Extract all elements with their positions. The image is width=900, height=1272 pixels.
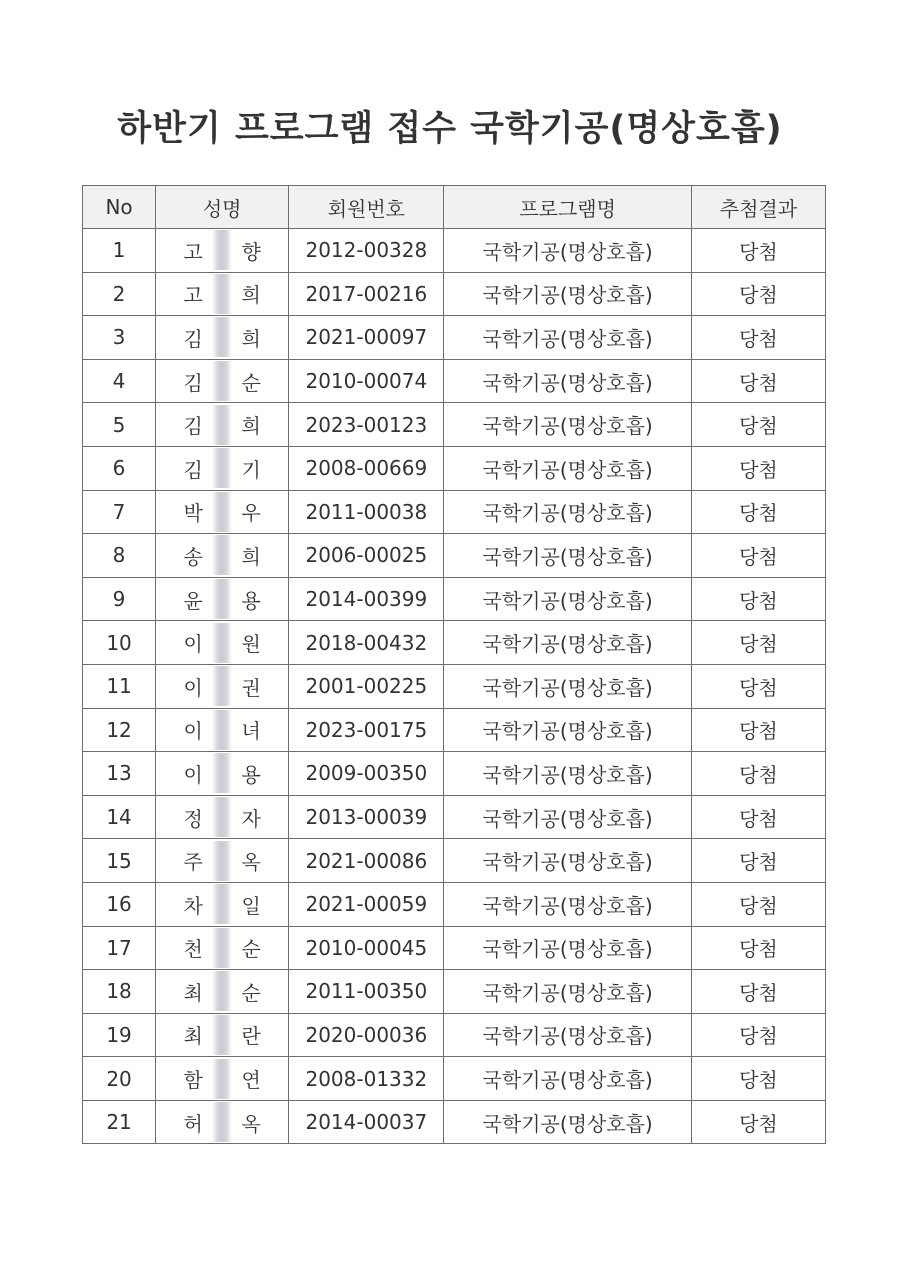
header-no: No bbox=[83, 186, 156, 229]
member-name-first-char: 정 bbox=[183, 806, 203, 831]
lottery-result: 당첨 bbox=[691, 446, 825, 490]
table-row bbox=[83, 534, 826, 578]
row-number: 1 bbox=[83, 229, 156, 273]
member-name-last-char: 희 bbox=[241, 414, 261, 439]
member-number: 2014-00037 bbox=[289, 1100, 444, 1144]
member-name-last-char: 란 bbox=[241, 1024, 261, 1049]
member-name bbox=[156, 1013, 289, 1057]
member-number: 2021-00097 bbox=[289, 316, 444, 360]
member-name-first-char: 김 bbox=[183, 457, 203, 482]
member-name-wrap bbox=[178, 623, 266, 663]
row-number: 18 bbox=[83, 970, 156, 1014]
member-name bbox=[156, 1100, 289, 1144]
member-name-last-char: 순 bbox=[241, 937, 261, 962]
row-number: 9 bbox=[83, 577, 156, 621]
member-number: 2009-00350 bbox=[289, 752, 444, 796]
row-number: 2 bbox=[83, 272, 156, 316]
row-number: 3 bbox=[83, 316, 156, 360]
row-number: 8 bbox=[83, 534, 156, 578]
member-number: 2010-00074 bbox=[289, 359, 444, 403]
header-member-number: 회원번호 bbox=[289, 186, 444, 229]
row-number: 11 bbox=[83, 664, 156, 708]
member-number: 2006-00025 bbox=[289, 534, 444, 578]
member-name-wrap bbox=[178, 230, 266, 270]
lottery-result: 당첨 bbox=[691, 664, 825, 708]
row-number: 20 bbox=[83, 1057, 156, 1101]
member-name-first-char: 주 bbox=[183, 850, 203, 875]
program-name: 국학기공(명상호흡) bbox=[444, 229, 691, 273]
member-name bbox=[156, 839, 289, 883]
row-number: 6 bbox=[83, 446, 156, 490]
page-title: 하반기 프로그램 접수 국학기공(명상호흡) bbox=[117, 109, 783, 150]
row-number: 13 bbox=[83, 752, 156, 796]
table-row bbox=[83, 272, 826, 316]
table-row bbox=[83, 621, 826, 665]
member-name-wrap bbox=[178, 1102, 266, 1142]
member-name bbox=[156, 621, 289, 665]
member-name-last-char: 자 bbox=[241, 806, 261, 831]
row-number: 10 bbox=[83, 621, 156, 665]
member-name-first-char: 고 bbox=[183, 283, 203, 308]
lottery-result: 당첨 bbox=[691, 490, 825, 534]
program-name: 국학기공(명상호흡) bbox=[444, 752, 691, 796]
lottery-result: 당첨 bbox=[691, 403, 825, 447]
name-privacy-mask bbox=[212, 1102, 232, 1142]
member-number: 2008-01332 bbox=[289, 1057, 444, 1101]
member-name-first-char: 박 bbox=[183, 501, 203, 526]
lottery-result: 당첨 bbox=[691, 1057, 825, 1101]
member-name bbox=[156, 970, 289, 1014]
member-number: 2017-00216 bbox=[289, 272, 444, 316]
member-name-wrap bbox=[178, 666, 266, 706]
member-name-wrap bbox=[178, 753, 266, 793]
lottery-result: 당첨 bbox=[691, 229, 825, 273]
member-name bbox=[156, 359, 289, 403]
table-row bbox=[83, 1057, 826, 1101]
table-row bbox=[83, 490, 826, 534]
program-name: 국학기공(명상호흡) bbox=[444, 708, 691, 752]
member-name bbox=[156, 1057, 289, 1101]
member-name-wrap bbox=[178, 579, 266, 619]
lottery-result: 당첨 bbox=[691, 621, 825, 665]
name-privacy-mask bbox=[212, 448, 232, 488]
lottery-result: 당첨 bbox=[691, 272, 825, 316]
member-number: 2014-00399 bbox=[289, 577, 444, 621]
lottery-result: 당첨 bbox=[691, 752, 825, 796]
header-program-name: 프로그램명 bbox=[444, 186, 691, 229]
member-name-first-char: 김 bbox=[183, 414, 203, 439]
program-name: 국학기공(명상호흡) bbox=[444, 403, 691, 447]
member-name-first-char: 이 bbox=[183, 762, 203, 787]
row-number: 14 bbox=[83, 795, 156, 839]
lottery-result: 당첨 bbox=[691, 577, 825, 621]
name-privacy-mask bbox=[212, 928, 232, 968]
table-row bbox=[83, 664, 826, 708]
member-name-wrap bbox=[178, 317, 266, 357]
member-name bbox=[156, 577, 289, 621]
member-number: 2021-00059 bbox=[289, 882, 444, 926]
member-number: 2010-00045 bbox=[289, 926, 444, 970]
program-name: 국학기공(명상호흡) bbox=[444, 316, 691, 360]
table-row bbox=[83, 446, 826, 490]
member-name-last-char: 원 bbox=[241, 632, 261, 657]
table-row bbox=[83, 577, 826, 621]
name-privacy-mask bbox=[212, 710, 232, 750]
program-name: 국학기공(명상호흡) bbox=[444, 534, 691, 578]
member-number: 2023-00123 bbox=[289, 403, 444, 447]
lottery-result: 당첨 bbox=[691, 882, 825, 926]
member-name-last-char: 희 bbox=[241, 544, 261, 569]
name-privacy-mask bbox=[212, 1059, 232, 1099]
name-privacy-mask bbox=[212, 274, 232, 314]
member-name bbox=[156, 926, 289, 970]
member-number: 2023-00175 bbox=[289, 708, 444, 752]
table-body bbox=[83, 229, 826, 1144]
row-number: 12 bbox=[83, 708, 156, 752]
row-number: 15 bbox=[83, 839, 156, 883]
table-row bbox=[83, 970, 826, 1014]
name-privacy-mask bbox=[212, 623, 232, 663]
row-number: 17 bbox=[83, 926, 156, 970]
member-name-first-char: 차 bbox=[183, 893, 203, 918]
table-header-row bbox=[83, 186, 826, 229]
member-name bbox=[156, 882, 289, 926]
member-name-last-char: 녀 bbox=[241, 719, 261, 744]
member-name-wrap bbox=[178, 1059, 266, 1099]
member-name bbox=[156, 534, 289, 578]
table-row bbox=[83, 839, 826, 883]
member-name-wrap bbox=[178, 841, 266, 881]
member-name-last-char: 연 bbox=[241, 1068, 261, 1093]
name-privacy-mask bbox=[212, 1015, 232, 1055]
name-privacy-mask bbox=[212, 405, 232, 445]
lottery-result: 당첨 bbox=[691, 359, 825, 403]
name-privacy-mask bbox=[212, 361, 232, 401]
member-name-last-char: 권 bbox=[241, 675, 261, 700]
name-privacy-mask bbox=[212, 753, 232, 793]
member-name-wrap bbox=[178, 492, 266, 532]
table-row bbox=[83, 229, 826, 273]
table-row bbox=[83, 795, 826, 839]
member-name-first-char: 이 bbox=[183, 632, 203, 657]
name-privacy-mask bbox=[212, 841, 232, 881]
member-name-first-char: 이 bbox=[183, 719, 203, 744]
lottery-result-table bbox=[82, 185, 826, 1144]
program-name: 국학기공(명상호흡) bbox=[444, 621, 691, 665]
lottery-result: 당첨 bbox=[691, 926, 825, 970]
name-privacy-mask bbox=[212, 666, 232, 706]
member-name-first-char: 천 bbox=[183, 937, 203, 962]
lottery-result: 당첨 bbox=[691, 1100, 825, 1144]
header-lottery-result: 추첨결과 bbox=[691, 186, 825, 229]
member-name bbox=[156, 664, 289, 708]
table-row bbox=[83, 752, 826, 796]
member-name-first-char: 송 bbox=[183, 544, 203, 569]
member-name-first-char: 허 bbox=[183, 1111, 203, 1136]
member-number: 2011-00038 bbox=[289, 490, 444, 534]
member-name-last-char: 옥 bbox=[241, 1111, 261, 1136]
member-number: 2020-00036 bbox=[289, 1013, 444, 1057]
member-name-wrap bbox=[178, 361, 266, 401]
member-name-wrap bbox=[178, 710, 266, 750]
name-privacy-mask bbox=[212, 317, 232, 357]
member-name-last-char: 향 bbox=[241, 239, 261, 264]
member-number: 2011-00350 bbox=[289, 970, 444, 1014]
program-name: 국학기공(명상호흡) bbox=[444, 1057, 691, 1101]
member-number: 2018-00432 bbox=[289, 621, 444, 665]
table-row bbox=[83, 926, 826, 970]
program-name: 국학기공(명상호흡) bbox=[444, 1013, 691, 1057]
member-name-first-char: 이 bbox=[183, 675, 203, 700]
member-name bbox=[156, 752, 289, 796]
member-name-last-char: 용 bbox=[241, 762, 261, 787]
lottery-result: 당첨 bbox=[691, 708, 825, 752]
program-name: 국학기공(명상호흡) bbox=[444, 359, 691, 403]
member-name-wrap bbox=[178, 928, 266, 968]
row-number: 21 bbox=[83, 1100, 156, 1144]
lottery-result: 당첨 bbox=[691, 795, 825, 839]
lottery-result: 당첨 bbox=[691, 839, 825, 883]
program-name: 국학기공(명상호흡) bbox=[444, 882, 691, 926]
name-privacy-mask bbox=[212, 971, 232, 1011]
member-name-first-char: 최 bbox=[183, 980, 203, 1005]
member-name-first-char: 윤 bbox=[183, 588, 203, 613]
member-name-last-char: 순 bbox=[241, 980, 261, 1005]
member-name bbox=[156, 403, 289, 447]
program-name: 국학기공(명상호흡) bbox=[444, 926, 691, 970]
member-name bbox=[156, 229, 289, 273]
member-name bbox=[156, 316, 289, 360]
name-privacy-mask bbox=[212, 535, 232, 575]
row-number: 5 bbox=[83, 403, 156, 447]
member-number: 2012-00328 bbox=[289, 229, 444, 273]
program-name: 국학기공(명상호흡) bbox=[444, 577, 691, 621]
member-name-first-char: 김 bbox=[183, 326, 203, 351]
program-name: 국학기공(명상호흡) bbox=[444, 664, 691, 708]
member-name-last-char: 용 bbox=[241, 588, 261, 613]
member-name bbox=[156, 446, 289, 490]
member-name-wrap bbox=[178, 405, 266, 445]
name-privacy-mask bbox=[212, 492, 232, 532]
name-privacy-mask bbox=[212, 579, 232, 619]
row-number: 16 bbox=[83, 882, 156, 926]
member-name-last-char: 옥 bbox=[241, 850, 261, 875]
member-number: 2021-00086 bbox=[289, 839, 444, 883]
member-name-last-char: 순 bbox=[241, 370, 261, 395]
member-number: 2001-00225 bbox=[289, 664, 444, 708]
lottery-result: 당첨 bbox=[691, 970, 825, 1014]
member-name-first-char: 함 bbox=[183, 1068, 203, 1093]
program-name: 국학기공(명상호흡) bbox=[444, 1100, 691, 1144]
program-name: 국학기공(명상호흡) bbox=[444, 839, 691, 883]
member-name-wrap bbox=[178, 535, 266, 575]
name-privacy-mask bbox=[212, 230, 232, 270]
row-number: 7 bbox=[83, 490, 156, 534]
table-row bbox=[83, 882, 826, 926]
member-name bbox=[156, 795, 289, 839]
program-name: 국학기공(명상호흡) bbox=[444, 490, 691, 534]
member-name bbox=[156, 708, 289, 752]
table-row bbox=[83, 708, 826, 752]
member-name-last-char: 우 bbox=[241, 501, 261, 526]
lottery-result: 당첨 bbox=[691, 534, 825, 578]
member-name-last-char: 일 bbox=[241, 893, 261, 918]
member-name bbox=[156, 490, 289, 534]
header-name: 성명 bbox=[156, 186, 289, 229]
table-row bbox=[83, 1013, 826, 1057]
name-privacy-mask bbox=[212, 884, 232, 924]
member-name-wrap bbox=[178, 797, 266, 837]
member-name-wrap bbox=[178, 448, 266, 488]
member-name-wrap bbox=[178, 274, 266, 314]
member-name bbox=[156, 272, 289, 316]
program-name: 국학기공(명상호흡) bbox=[444, 272, 691, 316]
lottery-result: 당첨 bbox=[691, 1013, 825, 1057]
lottery-result: 당첨 bbox=[691, 316, 825, 360]
program-name: 국학기공(명상호흡) bbox=[444, 795, 691, 839]
member-name-last-char: 희 bbox=[241, 283, 261, 308]
table-row bbox=[83, 403, 826, 447]
table-row bbox=[83, 1100, 826, 1144]
member-name-wrap bbox=[178, 884, 266, 924]
member-name-wrap bbox=[178, 971, 266, 1011]
table-row bbox=[83, 359, 826, 403]
member-name-last-char: 희 bbox=[241, 326, 261, 351]
member-name-first-char: 고 bbox=[183, 239, 203, 264]
member-number: 2013-00039 bbox=[289, 795, 444, 839]
member-name-wrap bbox=[178, 1015, 266, 1055]
member-number: 2008-00669 bbox=[289, 446, 444, 490]
row-number: 4 bbox=[83, 359, 156, 403]
program-name: 국학기공(명상호흡) bbox=[444, 446, 691, 490]
name-privacy-mask bbox=[212, 797, 232, 837]
member-name-last-char: 기 bbox=[241, 457, 261, 482]
table-row bbox=[83, 316, 826, 360]
row-number: 19 bbox=[83, 1013, 156, 1057]
member-name-first-char: 최 bbox=[183, 1024, 203, 1049]
program-name: 국학기공(명상호흡) bbox=[444, 970, 691, 1014]
member-name-first-char: 김 bbox=[183, 370, 203, 395]
